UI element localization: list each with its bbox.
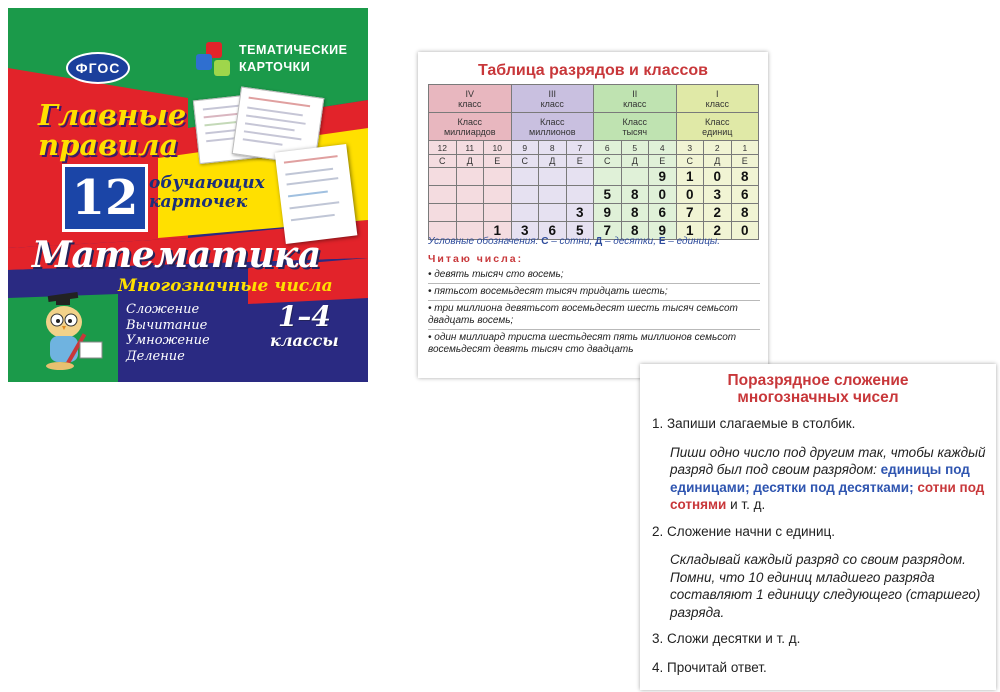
operation-item: Умножение: [126, 333, 210, 348]
rank-letter-cell: Е: [484, 155, 512, 168]
rank-number-cell: 9: [511, 141, 539, 155]
class-cell: III класс: [511, 85, 594, 113]
addition-rules-title: [640, 372, 996, 406]
operation-item: Вычитание: [126, 317, 208, 333]
digit-cell: 9: [594, 204, 622, 222]
operations-list: [126, 302, 210, 364]
step-1-text: Пиши одно число под другим так, чтобы каждый разряд был под своим разрядом:: [670, 444, 986, 477]
digit-cell: [566, 168, 594, 186]
phrase-tens: десятки под десятками: [753, 479, 910, 495]
digit-cell: 1: [676, 222, 704, 240]
digit-cell: 5: [594, 186, 622, 204]
separator: ;: [745, 479, 750, 495]
class-name-cell: Класс единиц: [676, 113, 759, 141]
legend-d: Д: [595, 236, 603, 247]
step-1: 1. Запиши слагаемые в столбик.: [652, 416, 856, 431]
sample-card-illustration: [275, 144, 358, 244]
digit-row: [429, 204, 759, 222]
class-name-cell: Класс миллионов: [511, 113, 594, 141]
digit-row: [429, 168, 759, 186]
place-value-table: [428, 84, 759, 240]
rank-number-cell: 1: [731, 141, 759, 155]
rank-number-cell: 2: [704, 141, 732, 155]
digit-cell: [511, 204, 539, 222]
theme-line-2: КАРТОЧКИ: [239, 60, 311, 74]
separator: ;: [909, 479, 914, 495]
class-name-cell: Класс тысяч: [594, 113, 677, 141]
digit-cell: [429, 168, 457, 186]
legend-c: С: [541, 236, 549, 247]
addition-rules-card: [640, 364, 996, 690]
digit-cell: 6: [731, 186, 759, 204]
digit-cell: [429, 186, 457, 204]
digit-cell: 8: [621, 222, 649, 240]
class-name-row: [429, 113, 759, 141]
digit-cell: [484, 168, 512, 186]
addition-title-line-2: многозначных чисел: [737, 389, 899, 406]
rank-letter-cell: С: [594, 155, 622, 168]
reading-title: Читаю числа:: [428, 253, 524, 265]
digit-cell: 3: [511, 222, 539, 240]
digit-cell: 8: [621, 204, 649, 222]
rank-letter-cell: Д: [621, 155, 649, 168]
digit-cell: 8: [731, 168, 759, 186]
class-name-cell: Класс миллиардов: [429, 113, 512, 141]
rank-letter-cell: С: [676, 155, 704, 168]
digit-cell: [511, 186, 539, 204]
main-rules-line-2: правила: [38, 128, 179, 162]
theme-line-1: ТЕМАТИЧЕСКИЕ: [239, 43, 348, 57]
rank-letter-cell: Д: [456, 155, 484, 168]
digit-cell: [511, 168, 539, 186]
digit-cell: [484, 186, 512, 204]
step-4: 4. Прочитай ответ.: [652, 659, 767, 675]
step-2-explanation: Складывай каждый разряд со своим разрядом. Помни, что 10 единиц младшего разряда составляют 1 единицу следующего (старшего) разряда.: [670, 552, 981, 620]
educational-cards-label: [149, 174, 265, 212]
rank-letter-cell: Д: [539, 155, 567, 168]
place-value-card: [418, 52, 768, 378]
theme-cards-label: [239, 42, 348, 76]
step-2: 2. Сложение начни с единиц.: [652, 523, 835, 539]
class-cell: I класс: [676, 85, 759, 113]
rank-number-cell: 4: [649, 141, 677, 155]
class-cell: II класс: [594, 85, 677, 113]
digit-cell: 3: [704, 186, 732, 204]
addition-steps: [652, 415, 986, 680]
theme-cards-logo-icon: [196, 42, 232, 82]
digit-cell: [484, 204, 512, 222]
digit-cell: [566, 186, 594, 204]
digit-cell: 0: [676, 186, 704, 204]
digit-cell: [621, 168, 649, 186]
book-cover: [8, 8, 368, 382]
digit-row: [429, 186, 759, 204]
digit-cell: [456, 204, 484, 222]
digit-cell: 5: [566, 222, 594, 240]
digit-cell: [539, 186, 567, 204]
class-number-row: [429, 85, 759, 113]
rank-number-cell: 6: [594, 141, 622, 155]
operation-item: Сложение: [126, 302, 200, 317]
rank-letter-cell: С: [511, 155, 539, 168]
reading-section: [428, 253, 760, 358]
legend: [428, 236, 720, 247]
rank-letter-row: [429, 155, 759, 168]
rank-letter-cell: Е: [566, 155, 594, 168]
digit-cell: 0: [731, 222, 759, 240]
legend-e: Е: [658, 236, 666, 247]
rank-number-cell: 7: [566, 141, 594, 155]
digit-cell: 8: [731, 204, 759, 222]
rank-number-cell: 5: [621, 141, 649, 155]
rank-number-cell: 12: [429, 141, 457, 155]
digit-cell: 3: [566, 204, 594, 222]
digit-cell: 6: [649, 204, 677, 222]
digit-cell: 6: [539, 222, 567, 240]
legend-prefix: Условные обозначения:: [428, 236, 539, 247]
grade-word: классы: [270, 331, 339, 350]
digit-cell: 9: [649, 168, 677, 186]
rank-number-cell: 3: [676, 141, 704, 155]
educ-line-2: карточек: [149, 192, 248, 212]
digit-cell: [539, 204, 567, 222]
grade-range: 1–4: [277, 300, 331, 333]
digit-cell: [539, 168, 567, 186]
operation-item: Деление: [126, 348, 185, 364]
legend-e-text: – единицы.: [668, 236, 721, 247]
rank-letter-cell: С: [429, 155, 457, 168]
topic-subtitle: Многозначные числа: [118, 276, 333, 296]
addition-title-line-1: Поразрядное сложение: [727, 372, 909, 389]
rank-number-cell: 11: [456, 141, 484, 155]
subject-title: Математика: [32, 234, 321, 276]
owl-mascot-icon: [30, 292, 110, 372]
digit-cell: [456, 186, 484, 204]
digit-cell: 8: [621, 186, 649, 204]
digit-cell: 7: [594, 222, 622, 240]
digit-cell: [429, 204, 457, 222]
step-1-explanation: [652, 444, 986, 514]
phrase-hundreds: сотни под сотнями: [670, 479, 985, 512]
step-3: 3. Сложи десятки и т. д.: [652, 631, 801, 646]
digit-cell: 7: [676, 204, 704, 222]
fgos-badge: ФГОС: [66, 52, 130, 84]
digit-cell: 0: [704, 168, 732, 186]
digit-cell: 0: [649, 186, 677, 204]
digit-cell: [594, 168, 622, 186]
rank-number-row: [429, 141, 759, 155]
digit-cell: 2: [704, 222, 732, 240]
educ-line-1: обучающих: [149, 173, 265, 193]
rank-letter-cell: Е: [731, 155, 759, 168]
digit-cell: 1: [676, 168, 704, 186]
reading-item: • девять тысяч сто восемь;: [428, 267, 760, 284]
reading-item: • пятьсот восемьдесят тысяч тридцать шесть;: [428, 284, 760, 301]
phrase-units: единицы под единицами: [670, 462, 970, 495]
grade-label: [270, 302, 339, 350]
digit-cell: 9: [649, 222, 677, 240]
cards-count-badge: 12: [62, 164, 148, 232]
legend-d-text: – десятки,: [604, 236, 657, 247]
rank-number-cell: 10: [484, 141, 512, 155]
etc-text: и т. д.: [730, 497, 766, 512]
digit-cell: 2: [704, 204, 732, 222]
digit-cell: [456, 168, 484, 186]
digit-cell: 1: [484, 222, 512, 240]
digit-rows: [429, 168, 759, 240]
place-value-card-title: Таблица разрядов и классов: [477, 62, 708, 79]
main-rules-line-1: Главные: [38, 98, 187, 132]
reading-item: • три миллиона девятьсот восемьдесят шесть тысяч семьсот двадцать восемь;: [428, 301, 760, 330]
rank-letter-cell: Д: [704, 155, 732, 168]
main-rules-title: [38, 100, 186, 160]
legend-c-text: – сотни,: [551, 236, 593, 247]
class-cell: IV класс: [429, 85, 512, 113]
reading-item: • один миллиард триста шестьдесят пять миллионов семьсот восемьдесят девять тысяч сто двадцать: [428, 332, 737, 355]
rank-letter-cell: Е: [649, 155, 677, 168]
rank-number-cell: 8: [539, 141, 567, 155]
